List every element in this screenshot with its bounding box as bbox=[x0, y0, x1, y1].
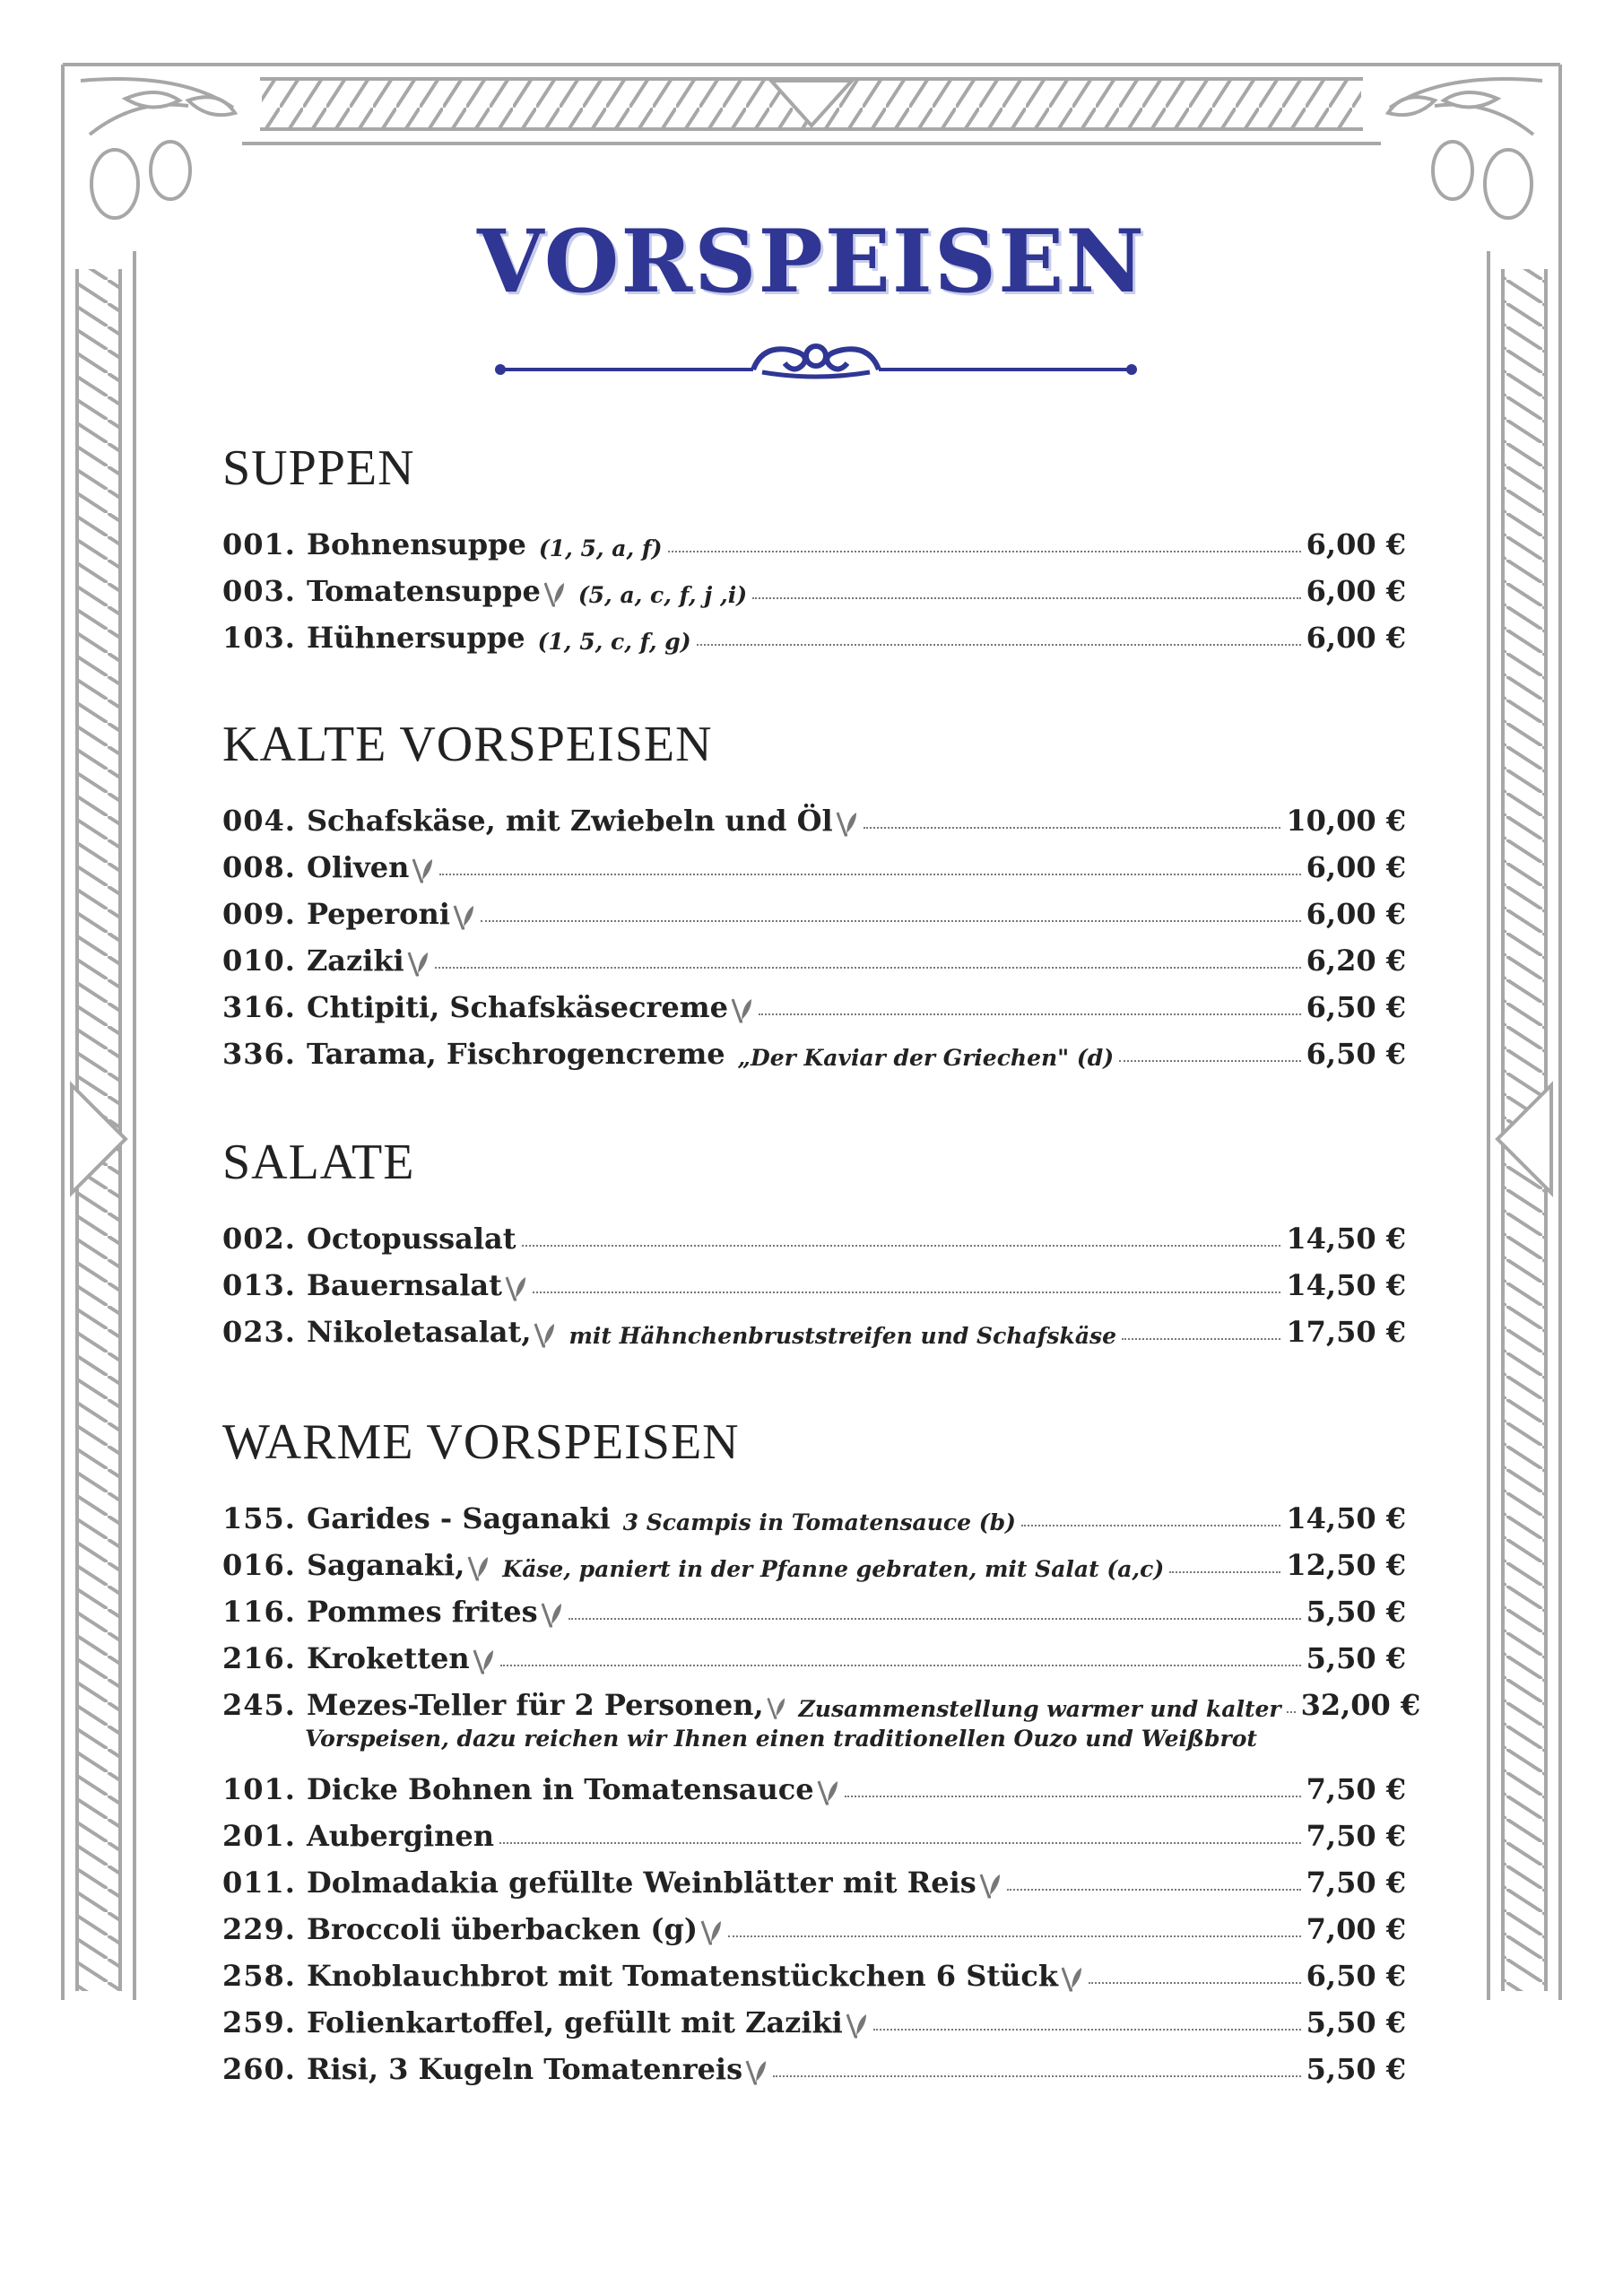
item-number: 229. bbox=[222, 1912, 296, 1946]
menu-item bbox=[222, 931, 1406, 978]
item-description-continued: Vorspeisen, dazu reichen wir Ihnen einen traditionellen Ouzo und Weißbrot bbox=[305, 1726, 1257, 1752]
dot-leader bbox=[668, 550, 1301, 552]
item-number: 336. bbox=[222, 1037, 296, 1071]
vegetarian-icon bbox=[411, 856, 434, 884]
dot-leader bbox=[773, 2074, 1301, 2077]
item-price: 14,50 € bbox=[1286, 1501, 1406, 1535]
dot-leader bbox=[1021, 1524, 1281, 1526]
vegetarian-icon bbox=[452, 902, 475, 931]
item-price: 32,00 € bbox=[1300, 1688, 1421, 1722]
menu-item bbox=[222, 1209, 1406, 1256]
item-price: 5,50 € bbox=[1306, 2052, 1406, 2086]
menu-item bbox=[222, 1535, 1406, 1582]
item-price: 6,00 € bbox=[1306, 850, 1406, 884]
item-price: 6,00 € bbox=[1306, 527, 1406, 561]
item-name: Bohnensuppe bbox=[306, 527, 526, 561]
item-number: 116. bbox=[222, 1595, 296, 1629]
menu-item bbox=[222, 1256, 1406, 1302]
item-price: 10,00 € bbox=[1286, 804, 1406, 838]
dot-leader bbox=[1169, 1570, 1280, 1573]
vegetarian-icon bbox=[472, 1647, 495, 1675]
item-note: (5, a, c, f, j ,i) bbox=[577, 582, 748, 608]
item-number: 245. bbox=[222, 1688, 296, 1722]
item-price: 6,00 € bbox=[1306, 574, 1406, 608]
dot-leader bbox=[435, 966, 1301, 969]
dot-leader bbox=[873, 2028, 1301, 2031]
menu-item bbox=[222, 2039, 1406, 2086]
menu-item bbox=[222, 1993, 1406, 2039]
menu-item bbox=[222, 1853, 1406, 1900]
section-title: KALTE VORSPEISEN bbox=[222, 717, 713, 772]
item-number: 003. bbox=[222, 574, 296, 608]
item-note: (1, 5, c, f, g) bbox=[537, 629, 691, 655]
menu-item bbox=[222, 1806, 1406, 1853]
menu-item bbox=[222, 1582, 1406, 1629]
item-name: Chtipiti, Schafskäsecreme bbox=[306, 990, 728, 1024]
vegetarian-icon bbox=[466, 1553, 490, 1582]
dot-leader bbox=[522, 1244, 1281, 1247]
item-number: 002. bbox=[222, 1222, 296, 1256]
item-price: 7,00 € bbox=[1306, 1912, 1406, 1946]
item-number: 259. bbox=[222, 2005, 296, 2039]
menu-item bbox=[222, 1760, 1406, 1806]
dot-leader bbox=[1122, 1337, 1280, 1340]
vegetarian-icon bbox=[766, 1693, 786, 1722]
vegetarian-icon bbox=[845, 2011, 868, 2039]
menu-item bbox=[222, 1302, 1406, 1349]
item-number: 009. bbox=[222, 897, 296, 931]
item-note: Käse, paniert in der Pfanne gebraten, mit Salat (a,c) bbox=[502, 1556, 1165, 1582]
item-number: 010. bbox=[222, 944, 296, 978]
item-price: 14,50 € bbox=[1286, 1268, 1406, 1302]
menu-item bbox=[222, 561, 1406, 608]
item-price: 5,50 € bbox=[1306, 1595, 1406, 1629]
menu-item bbox=[222, 515, 1406, 561]
menu-item bbox=[222, 1675, 1421, 1760]
item-number: 004. bbox=[222, 804, 296, 838]
vegetarian-icon bbox=[504, 1274, 527, 1302]
item-name: Nikoletasalat, bbox=[306, 1315, 532, 1349]
item-price: 6,50 € bbox=[1306, 990, 1406, 1024]
menu-item bbox=[222, 1629, 1406, 1675]
menu-section bbox=[222, 716, 1406, 1071]
item-number: 103. bbox=[222, 621, 296, 655]
item-note: mit Hähnchenbruststreifen und Schafskäse bbox=[568, 1323, 1117, 1349]
vegetarian-icon bbox=[978, 1871, 1002, 1900]
dot-leader bbox=[1007, 1888, 1301, 1891]
dot-leader bbox=[533, 1291, 1281, 1293]
item-number: 155. bbox=[222, 1501, 296, 1535]
item-name: Broccoli überbacken (g) bbox=[306, 1912, 698, 1946]
menu-section bbox=[222, 1134, 1406, 1349]
item-name: Oliven bbox=[306, 850, 410, 884]
item-price: 14,50 € bbox=[1286, 1222, 1406, 1256]
item-name: Octopussalat bbox=[306, 1222, 516, 1256]
menu-section bbox=[222, 439, 1406, 655]
item-price: 17,50 € bbox=[1286, 1315, 1406, 1349]
vegetarian-icon bbox=[816, 1778, 839, 1806]
dot-leader bbox=[752, 596, 1301, 599]
dot-leader bbox=[481, 919, 1301, 922]
item-number: 316. bbox=[222, 990, 296, 1024]
section-title: SALATE bbox=[222, 1135, 415, 1190]
menu-item bbox=[222, 1024, 1406, 1071]
item-name: Zaziki bbox=[306, 944, 404, 978]
page-title: VORSPEISEN bbox=[476, 211, 1147, 312]
item-price: 5,50 € bbox=[1306, 1641, 1406, 1675]
menu-section bbox=[222, 1413, 1421, 2086]
item-number: 013. bbox=[222, 1268, 296, 1302]
dot-leader bbox=[568, 1617, 1301, 1620]
dot-leader bbox=[439, 873, 1300, 875]
item-note: „Der Kaviar der Griechen" (d) bbox=[737, 1045, 1115, 1071]
vegetarian-icon bbox=[1060, 1964, 1083, 1993]
item-name: Tarama, Fischrogencreme bbox=[306, 1037, 725, 1071]
item-price: 6,00 € bbox=[1306, 897, 1406, 931]
item-price: 6,50 € bbox=[1306, 1959, 1406, 1993]
item-number: 216. bbox=[222, 1641, 296, 1675]
item-price: 12,50 € bbox=[1286, 1548, 1406, 1582]
dot-leader bbox=[864, 826, 1281, 829]
dot-leader bbox=[845, 1795, 1301, 1797]
menu-item bbox=[222, 1900, 1406, 1946]
menu-item bbox=[222, 884, 1406, 931]
item-price: 5,50 € bbox=[1306, 2005, 1406, 2039]
item-price: 6,00 € bbox=[1306, 621, 1406, 655]
vegetarian-icon bbox=[699, 1918, 723, 1946]
item-name: Dicke Bohnen in Tomatensauce bbox=[306, 1772, 814, 1806]
vegetarian-icon bbox=[533, 1320, 556, 1349]
item-price: 7,50 € bbox=[1306, 1772, 1406, 1806]
item-number: 258. bbox=[222, 1959, 296, 1993]
dot-leader bbox=[759, 1013, 1301, 1015]
item-number: 008. bbox=[222, 850, 296, 884]
menu-item bbox=[222, 791, 1406, 838]
item-name: Pommes frites bbox=[306, 1595, 538, 1629]
vegetarian-icon bbox=[744, 2057, 768, 2086]
menu-item bbox=[222, 1946, 1406, 1993]
dot-leader bbox=[1119, 1059, 1301, 1062]
item-price: 6,50 € bbox=[1306, 1037, 1406, 1071]
item-number: 023. bbox=[222, 1315, 296, 1349]
vegetarian-icon bbox=[540, 1600, 563, 1629]
item-number: 201. bbox=[222, 1819, 296, 1853]
vegetarian-icon bbox=[406, 949, 430, 978]
item-name: Kroketten bbox=[306, 1641, 470, 1675]
dot-leader bbox=[1089, 1981, 1301, 1984]
dot-leader bbox=[728, 1935, 1301, 1937]
dot-leader bbox=[500, 1664, 1301, 1666]
item-number: 101. bbox=[222, 1772, 296, 1806]
dot-leader bbox=[499, 1841, 1301, 1844]
vegetarian-icon bbox=[835, 809, 858, 838]
menu-item bbox=[222, 838, 1406, 884]
dot-leader bbox=[697, 643, 1301, 646]
item-name: Dolmadakia gefüllte Weinblätter mit Reis bbox=[306, 1866, 976, 1900]
item-name: Folienkartoffel, gefüllt mit Zaziki bbox=[306, 2005, 843, 2039]
item-price: 6,20 € bbox=[1306, 944, 1406, 978]
menu-item bbox=[222, 978, 1406, 1024]
item-name: Knoblauchbrot mit Tomatenstückchen 6 Stück bbox=[306, 1959, 1059, 1993]
title-flourish-ornament bbox=[493, 327, 1139, 381]
item-name: Peperoni bbox=[306, 897, 450, 931]
item-number: 016. bbox=[222, 1548, 296, 1582]
item-name: Bauernsalat bbox=[306, 1268, 502, 1302]
section-title: WARME VORSPEISEN bbox=[222, 1414, 740, 1470]
item-number: 001. bbox=[222, 527, 296, 561]
menu-item bbox=[222, 608, 1406, 655]
item-number: 260. bbox=[222, 2052, 296, 2086]
item-name: Mezes-Teller für 2 Personen, bbox=[306, 1688, 764, 1722]
item-number: 011. bbox=[222, 1866, 296, 1900]
vegetarian-icon bbox=[542, 579, 566, 608]
item-name: Schafskäse, mit Zwiebeln und Öl bbox=[306, 804, 833, 838]
item-note: 3 Scampis in Tomatensauce (b) bbox=[622, 1509, 1016, 1535]
menu-item bbox=[222, 1489, 1406, 1535]
section-title: SUPPEN bbox=[222, 440, 415, 496]
item-name: Hühnersuppe bbox=[306, 621, 525, 655]
menu-list bbox=[222, 439, 1421, 2086]
item-name: Tomatensuppe bbox=[306, 574, 541, 608]
item-name: Garides - Saganaki bbox=[306, 1501, 611, 1535]
item-name: Saganaki, bbox=[306, 1548, 465, 1582]
item-note: (1, 5, a, f) bbox=[538, 535, 663, 561]
item-price: 7,50 € bbox=[1306, 1866, 1406, 1900]
vegetarian-icon bbox=[730, 996, 753, 1024]
dot-leader bbox=[1287, 1710, 1296, 1713]
item-note: Zusammenstellung warmer und kalter bbox=[798, 1696, 1281, 1722]
item-price: 7,50 € bbox=[1306, 1819, 1406, 1853]
item-name: Auberginen bbox=[306, 1819, 495, 1853]
item-name: Risi, 3 Kugeln Tomatenreis bbox=[306, 2052, 743, 2086]
